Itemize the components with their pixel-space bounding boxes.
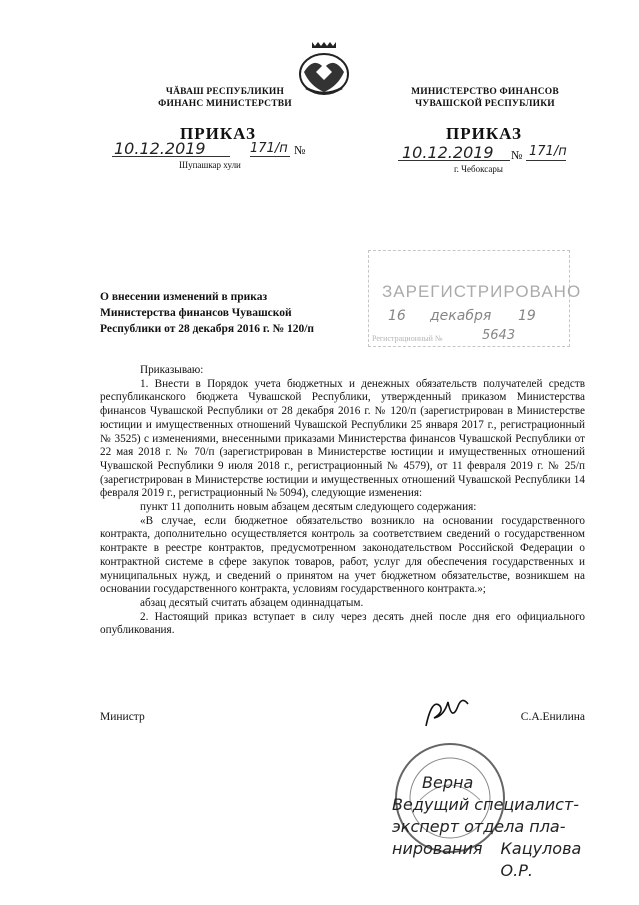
number-line-right [526,160,566,161]
body-paragraph-5: 2. Настоящий приказ вступает в силу через десять дней после дня его официального опубликования. [100,610,585,637]
cert-line-5: Кацулова О.Р. [500,839,582,880]
signer-position: Министр [100,711,145,723]
stamp-title: ЗАРЕГИСТРИРОВАНО [382,282,582,301]
stamp-reg-number: 5643 [482,328,516,343]
date-left: 10.12.2019 [114,139,206,158]
number-sign-right: № [511,148,523,162]
prikaz-title-left: ПРИКАЗ [180,124,256,143]
cert-line-2: Ведущий специалист- [392,795,580,814]
number-left: 171/п [250,141,288,156]
header-left-line2: ФИНАНС МИНИСТЕРСТВИ [158,99,292,109]
certification-note [392,772,612,882]
number-line-left [250,156,290,157]
body-paragraph-3: «В случае, если бюджетное обязательство возникло на основании государственного контракта, дополнительно осуществляется контроль за соответствием сведений о государственном контракте в реестре контрактов, предусмотренном законодательством Российской Федерации о контрактной системе в сфере закупок товаров, работ, услуг для обеспечения государственных и муниципальных нужд, и сведений о принятом на учет бюджетном обязательстве, возникшем на основании государственного контракта, условиям государственного контракта.»; [100,514,585,596]
stamp-year: 19 [518,308,536,324]
cert-line-4: нирования [392,839,483,858]
cert-line-3: эксперт отдела пла- [392,817,566,836]
prikaz-title-right: ПРИКАЗ [446,124,522,143]
place-left: Шупашкар хули [179,160,241,170]
date-right: 10.12.2019 [402,143,494,162]
number-sign-left: № [294,143,306,157]
document-subject: О внесении изменений в приказ Министерства финансов Чувашской Республики от 28 декабря 2016 г. № 120/п [100,291,315,335]
stamp-month: декабря [430,308,492,324]
header-left [150,86,300,110]
cert-line-1: Верна [422,773,474,792]
body-order: Приказываю: [140,364,204,376]
handwritten-signature [420,696,480,732]
header-right [405,86,565,110]
place-right: г. Чебоксары [454,164,503,174]
coat-of-arms-emblem [294,38,354,98]
header-left-line1: ЧĂВАШ РЕСПУБЛИКИН [165,87,285,97]
signer-name: С.А.Енилина [520,711,585,723]
registration-stamp [368,250,582,345]
document-body [100,364,585,638]
stamp-day: 16 [388,308,406,324]
signature-row [100,711,585,723]
body-paragraph-1: 1. Внести в Порядок учета бюджетных и денежных обязательств получателей средств республиканского бюджета Чувашской Республики, утвержденный приказом Министерства финансов Чувашской Республики от 28 декабря 2016 г. № 120/п (зарегистрирован в Министерстве юстиции и имущественных отношений Чувашской Республики 25 января 2017 г., регистрационный № 3525) с изменениями, внесенными приказами Министерства финансов Чувашской Республики от 22 мая 2018 г. № 70/п (зарегистрирован в Министерстве юстиции и имущественных отношений Чувашской Республики 9 июля 2018 г., регистрационный № 4579), от 11 февраля 2019 г. № 25/п (зарегистрирован в Министерстве юстиции и имущественных отношений Чувашской Республики 14 февраля 2019 г., регистрационный № 5094), следующие изменения: [100,377,585,500]
number-right: 171/п [529,144,567,159]
header-right-line1: МИНИСТЕРСТВО ФИНАНСОВ [411,87,559,97]
body-paragraph-4: абзац десятый считать абзацем одиннадцатым. [140,596,364,609]
stamp-reg-label: Регистрационный № [372,334,443,343]
body-paragraph-2: пункт 11 дополнить новым абзацем десятым следующего содержания: [140,501,477,514]
header-right-line2: ЧУВАШСКОЙ РЕСПУБЛИКИ [415,99,555,109]
